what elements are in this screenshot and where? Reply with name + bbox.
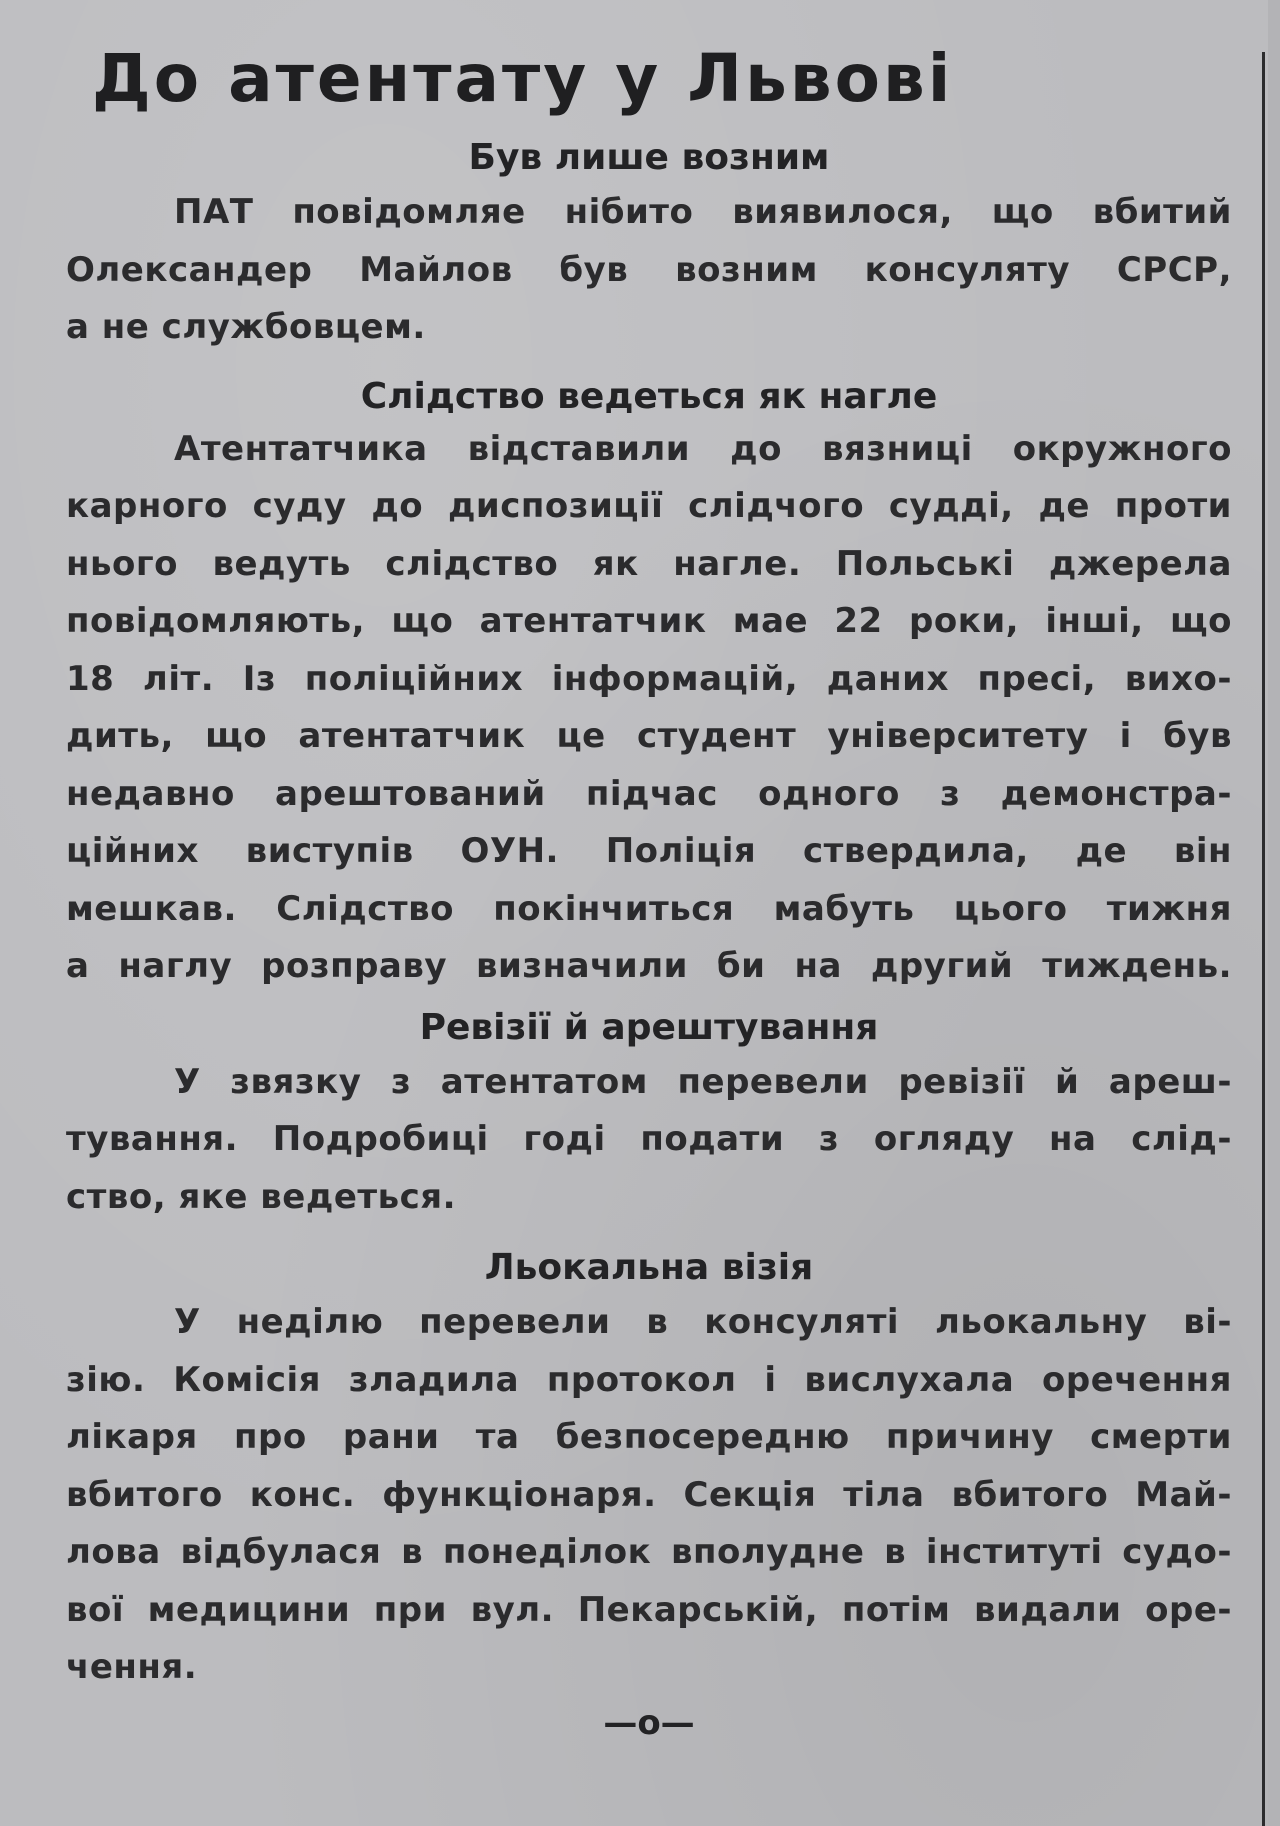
section-subhead: Був лише возним <box>468 137 830 178</box>
paragraph-line: ПАТ повідомляе нібито виявилося, що вбитий <box>174 192 1232 232</box>
section-divider: —о— <box>603 1702 695 1743</box>
section-subhead: Слідство ведеться як нагле <box>360 375 938 417</box>
paragraph-line: лікаря про рани та безпосередню причину смерти <box>66 1417 1232 1457</box>
section-paragraph <box>66 421 1232 996</box>
section-paragraph <box>66 184 1232 357</box>
paragraph-line: дить, що атентатчик це студент університету і був <box>66 716 1232 756</box>
paragraph-line: мешкав. Слідство покінчиться мабуть цього тижня <box>66 888 1232 929</box>
section-paragraph <box>66 1294 1232 1697</box>
paragraph-line: У звязку з атентатом перевели ревізії й ареш- <box>174 1061 1232 1102</box>
paragraph-line: тування. Подробиці годі подати з огляду на слід- <box>66 1119 1232 1159</box>
paragraph-line: повідомляють, що атентатчик мае 22 роки, інші, що <box>66 601 1232 641</box>
paragraph-line: ство, яке ведеться. <box>66 1176 456 1217</box>
paragraph-line: лова відбулася в понеділок вполудне в інституті судо- <box>66 1532 1232 1572</box>
paragraph-line: вбитого конс. функціонаря. Секція тіла вбитого Май- <box>66 1474 1232 1515</box>
paragraph-line: Олександер Майлов був возним консуляту СРСР, <box>66 249 1232 290</box>
paragraph-line: У неділю перевели в консуляті льокальну ві- <box>174 1302 1232 1342</box>
paragraph-line: а не службовцем. <box>66 307 426 347</box>
paragraph-line: 18 літ. Із поліційних інформацій, даних пресі, вихо- <box>66 658 1232 699</box>
article-headline: До атентату у Львові <box>92 40 954 117</box>
paragraph-line: чення. <box>66 1647 198 1687</box>
paragraph-line: вої медицини при вул. Пекарській, потім видали оре- <box>66 1589 1232 1630</box>
paragraph-line: карного суду до диспозиції слідчого судді, де проти <box>66 486 1232 526</box>
paragraph-line: недавно арештований підчас одного з демонстра- <box>66 773 1232 814</box>
paragraph-line: а наглу розправу визначили би на другий тиждень. <box>66 946 1232 986</box>
column-rule <box>1262 52 1265 1826</box>
article <box>66 28 1232 1743</box>
paragraph-line: зію. Комісія зладила протокол і вислухала оречення <box>66 1359 1232 1400</box>
paragraph-line: ційних виступів ОУН. Поліція ствердила, де він <box>66 831 1232 871</box>
paragraph-line: нього ведуть слідство як нагле. Польські джерела <box>66 543 1232 584</box>
section-subhead: Ревізії й арештування <box>419 1006 879 1048</box>
section-subhead: Льокальна візія <box>484 1247 814 1288</box>
paragraph-line: Атентатчика відставили до вязниці окружного <box>174 428 1232 469</box>
adjacent-column-edge <box>1268 0 1280 1826</box>
section-paragraph <box>66 1054 1232 1227</box>
